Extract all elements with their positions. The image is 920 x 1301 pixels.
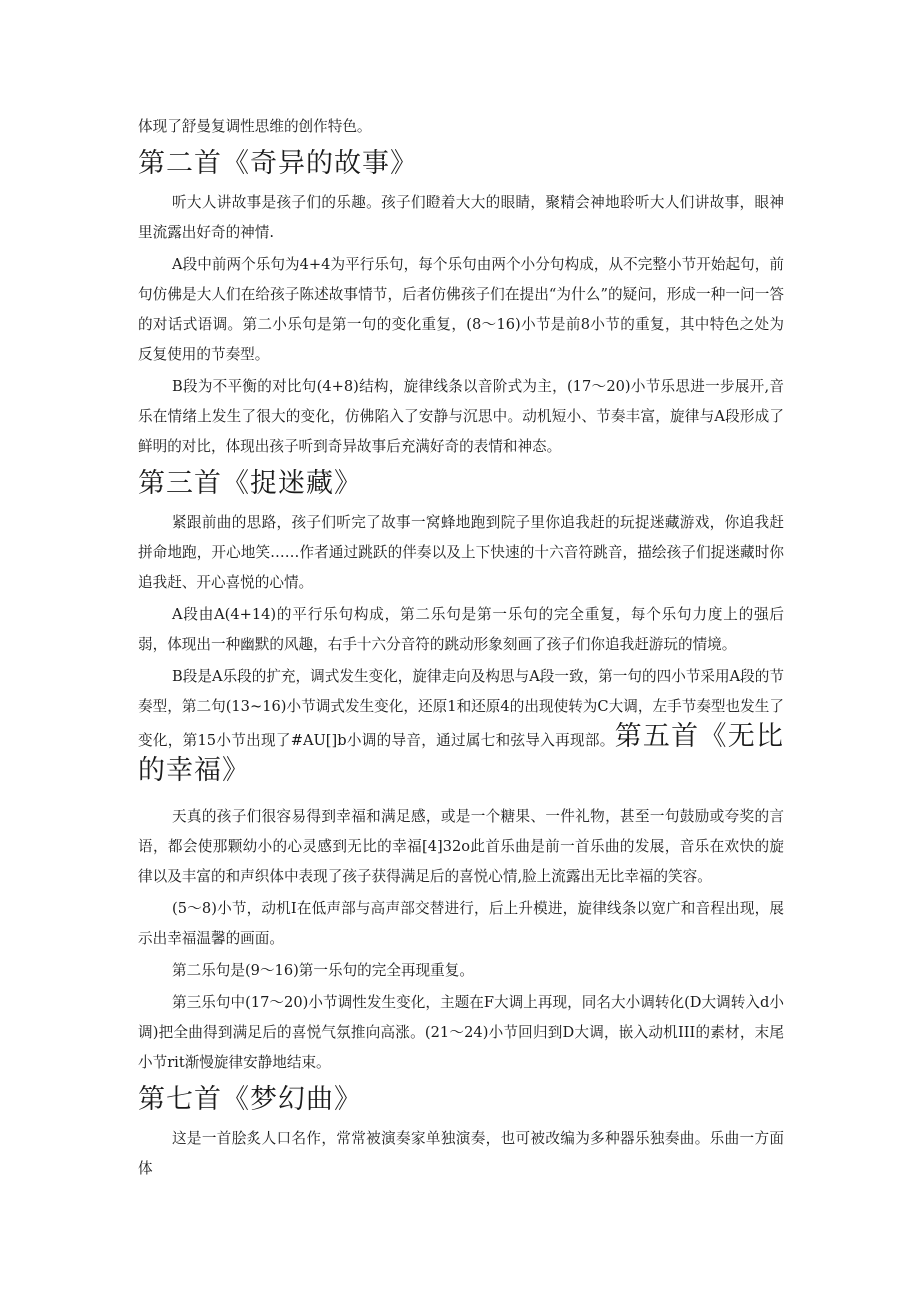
section-5-paragraph: 第三乐句中(17～20)小节调性发生变化，主题在F大调上再现，同名大小调转化(D大调转入d小调)把全曲得到满足后的喜悦气氛推向高涨。(21～24)小节回归到D大调，嵌入动机III的素材，末尾小节rit渐慢旋律安静地结束。 [138, 994, 784, 1071]
section-3-last-paragraph [138, 662, 784, 790]
section-5-paragraph: 第二乐句是(9～16)第一乐句的完全再现重复。 [172, 962, 474, 979]
section-2-title: 第二首《奇异的故事》 [138, 148, 418, 179]
section-3-last-paragraph-text: B段是A乐段的扩充，调式发生变化，旋律走向及构思与A段一致，第一句的四小节采用A段的节奏型，第二句(13~16)小节调式发生变化，还原1和还原4的出现使转为C大调，左手节奏型也发生了变化，第15小节出现了#AU[]b小调的导音，通过属七和弦导入再现部。 [138, 668, 784, 749]
section-5-title: 第五首《无比的幸福》 [138, 721, 785, 786]
section-5-paragraph: (5～8)小节，动机I在低声部与高声部交替进行，后上升模进，旋律线条以宽广和音程出现，展示出幸福温馨的画面。 [138, 900, 784, 947]
section-2-paragraph: B段为不平衡的对比句(4+8)结构，旋律线条以音阶式为主，(17～20)小节乐思进一步展开,音乐在情绪上发生了很大的变化，仿佛陷入了安静与沉思中。动机短小、节奏丰富，旋律与A段形成了鲜明的对比，体现出孩子听到奇异故事后充满好奇的表情和神态。 [138, 378, 784, 455]
document-page [138, 112, 784, 1184]
intro-line: 体现了舒曼复调性思维的创作特色。 [138, 118, 372, 135]
section-5-paragraph: 天真的孩子们很容易得到幸福和满足感，或是一个糖果、一件礼物，甚至一句鼓励或夸奖的言语，都会使那颗幼小的心灵感到无比的幸福[4]32o此首乐曲是前一首乐曲的发展，音乐在欢快的旋律以及丰富的和声织体中表现了孩子获得满足后的喜悦心情,脸上流露出无比幸福的笑容。 [138, 808, 784, 885]
section-2-paragraph: A段中前两个乐句为4+4为平行乐句，每个乐句由两个小分句构成，从不完整小节开始起句，前句仿佛是大人们在给孩子陈述故事情节，后者仿佛孩子们在提出“为什么”的疑问，形成一种一问一答的对话式语调。第二小乐句是第一句的变化重复，(8～16)小节是前8小节的重复，其中特色之处为反复使用的节奏型。 [138, 256, 784, 363]
section-7-title: 第七首《梦幻曲》 [138, 1084, 362, 1115]
section-2-paragraph: 听大人讲故事是孩子们的乐趣。孩子们瞪着大大的眼睛，聚精会神地聆听大人们讲故事，眼神里流露出好奇的神情. [138, 194, 784, 241]
section-3-paragraph: A段由A(4+14)的平行乐句构成，第二乐句是第一乐句的完全重复，每个乐句力度上的强后弱，体现出一种幽默的风趣，右手十六分音符的跳动形象刻画了孩子们你追我赶游玩的情境。 [138, 606, 784, 653]
section-7-paragraph: 这是一首脍炙人口名作，常常被演奏家单独演奏，也可被改编为多种器乐独奏曲。乐曲一方面体 [138, 1130, 784, 1177]
section-3-title: 第三首《捉迷藏》 [138, 468, 362, 499]
section-3-paragraph: 紧跟前曲的思路，孩子们听完了故事一窝蜂地跑到院子里你追我赶的玩捉迷藏游戏，你追我赶拼命地跑，开心地笑……作者通过跳跃的伴奏以及上下快速的十六音符跳音，描绘孩子们捉迷藏时你追我赶、开心喜悦的心情。 [138, 514, 784, 591]
